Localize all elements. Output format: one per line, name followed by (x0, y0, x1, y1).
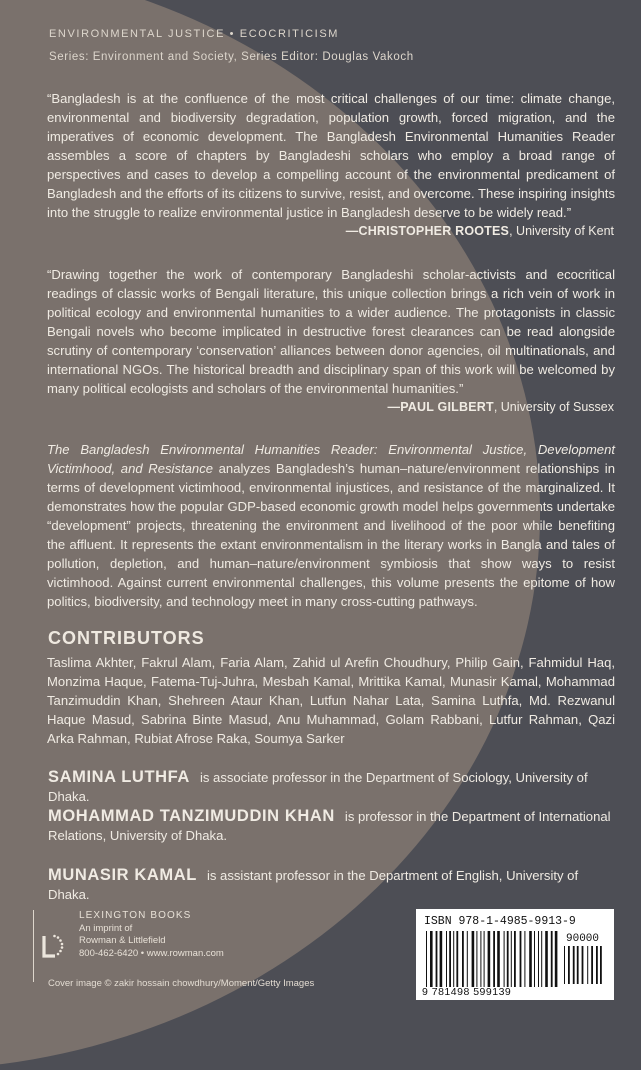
blurb-1-attribution (346, 224, 614, 238)
barcode-bar (476, 931, 477, 987)
barcode-bar (497, 931, 500, 987)
barcode-bar (541, 931, 542, 987)
barcode-bar (591, 946, 593, 984)
publisher-contact: 800-462-6420 • www.rowman.com (79, 947, 224, 959)
barcode-bar (534, 931, 535, 987)
barcode-bar (511, 931, 512, 987)
series-line: Series: Environment and Society, Series Editor: Douglas Vakoch (49, 51, 414, 63)
barcode-bar (493, 931, 495, 987)
editor-name: MOHAMMAD TANZIMUDDIN KHAN (48, 807, 335, 825)
barcode-bar (564, 946, 565, 984)
barcode-bar (446, 931, 447, 987)
price-code: 90000 (566, 933, 600, 945)
blurb-1-quote: “Bangladesh is at the confluence of the most critical challenges of our time: climate change, environmental and biodiversity degradation, population growth, forced migration, and the imperatives of economic development. The Bangladesh Environmental Humanities Reader assembles a score of chapters by Bangladeshi scholars who employ a broad range of perspectives and cases to develop a compelling account of the environmental predicament of Bangladesh and the efforts of its citizens to survive, resist, and overcome. These inspiring insights into the struggle to realize environmental justice in Bangladesh deserve to be widely read.” (47, 91, 615, 220)
barcode-box (416, 909, 614, 1000)
barcode-bar (456, 931, 458, 987)
barcode-bar (551, 931, 553, 987)
editor-bio (48, 807, 616, 845)
barcode-bar (573, 946, 575, 984)
editor-bio (48, 768, 616, 806)
barcode-bar (520, 931, 522, 987)
editor-bio-text: is assistant professor in the Department of English, University of Dhaka. (48, 868, 579, 902)
blurb-1-name: —CHRISTOPHER ROOTES (345, 224, 510, 238)
editor-name: MUNASIR KAMAL (48, 866, 197, 884)
blurb-2-quote: “Drawing together the work of contemporary Bangladeshi scholar-activists and ecocritical readings of classic works of Bengali literature, this unique collection brings a rich vein of work in political ecology and environmental humanities to a wider audience. The protagonists in classic Bengali novels who become implicated in destructive forest clearances can be read alongside scrutiny of contemporary ‘conservation’ alliances between donor agencies, oil multinationals, and international NGOs. The historical breadth and disciplinary span of this work will be welcomed by many political ecologists and scholars of the environmental humanities.” (47, 267, 615, 396)
book-description (47, 440, 615, 611)
publisher-text (79, 910, 224, 960)
barcode-bar (529, 931, 532, 987)
series-category: ENVIRONMENTAL JUSTICE • ECOCRITICISM (49, 28, 340, 40)
book-title: The Bangladesh Environmental Humanities Reader: Environmental Justice, Development Victimhood, and Resistance (47, 442, 615, 476)
barcode-bar (545, 931, 548, 987)
barcode-bar (596, 946, 598, 984)
barcode-bar (538, 931, 539, 987)
barcode-bar (467, 931, 468, 987)
barcode-bar (426, 931, 427, 987)
editor-name: SAMINA LUTHFA (48, 768, 190, 786)
editor-bio (48, 866, 616, 904)
barcode-bar (555, 931, 558, 987)
contributors-heading: CONTRIBUTORS (48, 628, 205, 648)
cover-credit: Cover image © zakir hossain chowdhury/Moment/Getty Images (48, 978, 315, 989)
barcode-bar (488, 931, 491, 987)
blurb-2-name: —PAUL GILBERT (387, 400, 494, 414)
barcode-bar (480, 931, 481, 987)
blurb-1-affiliation: , University of Kent (509, 224, 614, 238)
barcode-bar (514, 931, 516, 987)
lexington-logo-icon (41, 934, 67, 960)
barcode-bar (600, 946, 602, 984)
ean-digits: 9 781498 599139 (422, 986, 512, 998)
barcode-bar (472, 931, 475, 987)
barcode-bar (436, 931, 438, 987)
barcode-bar (484, 931, 485, 987)
barcode-bar (449, 931, 451, 987)
ean-barcode (426, 931, 558, 987)
barcode-bar (440, 931, 443, 987)
isbn-text: ISBN 978-1-4985-9913-9 (424, 915, 576, 928)
blurb-2-attribution (388, 400, 615, 414)
barcode-bar (524, 931, 525, 987)
description-body: analyzes Bangladesh’s human–nature/environment relationships in terms of development victimhood, environmental injustices, and resistance of the marginalized. It demonstrates how the popular GDP-based economic growth model helps governments undertake “development” projects, threatening the environment and livelihood of the poor while benefiting the affluent. It represents the extant environmentalism in the literary works in Bangla and tales of pollution, depletion, and human–nature/environment symbiosis that show ways to resist victimhood. Against current environmental challenges, this volume presents the epitome of how politics, biodiversity, and technology meet in many cross-cutting pathways. (47, 461, 615, 609)
publisher-name: LEXINGTON BOOKS (79, 910, 192, 921)
contributors-list: Taslima Akhter, Fakrul Alam, Faria Alam, Zahid ul Arefin Choudhury, Philip Gain, Fahmidul Haq, Monzima Haque, Fatema-Tuj-Juhra, Mesbah Kamal, Mrittika Kamal, Munasir Kamal, Mohammad Tanzimuddin Khan, Shehreen Ataur Khan, Lutfun Nahar Lata, Samina Luthfa, Md. Rezwanul Haque Masud, Sabrina Binte Masud, Anu Muhammad, Golam Rabbani, Lutfur Rahman, Qazi Arka Rahman, Rubiat Afrose Raka, Soumya Sarker (47, 655, 615, 746)
barcode-bar (453, 931, 454, 987)
barcode-bar (507, 931, 509, 987)
barcode-bar (568, 946, 570, 984)
barcode-bar (577, 946, 579, 984)
publisher-imprint: An imprint of (79, 922, 133, 934)
barcode-bar (582, 946, 584, 984)
barcode-bar (504, 931, 505, 987)
editor-bio-text: is professor in the Department of International Relations, University of Dhaka. (48, 809, 611, 843)
publisher-parent: Rowman & Littlefield (79, 935, 166, 946)
barcode-bar (462, 931, 464, 987)
blurb-2-affiliation: , University of Sussex (493, 400, 614, 414)
barcode-bar (430, 931, 433, 987)
editor-bio-text: is associate professor in the Department of Sociology, University of Dhaka. (48, 770, 588, 804)
price-barcode (564, 946, 604, 984)
publisher-rule (33, 910, 34, 982)
barcode-bar (587, 946, 588, 984)
